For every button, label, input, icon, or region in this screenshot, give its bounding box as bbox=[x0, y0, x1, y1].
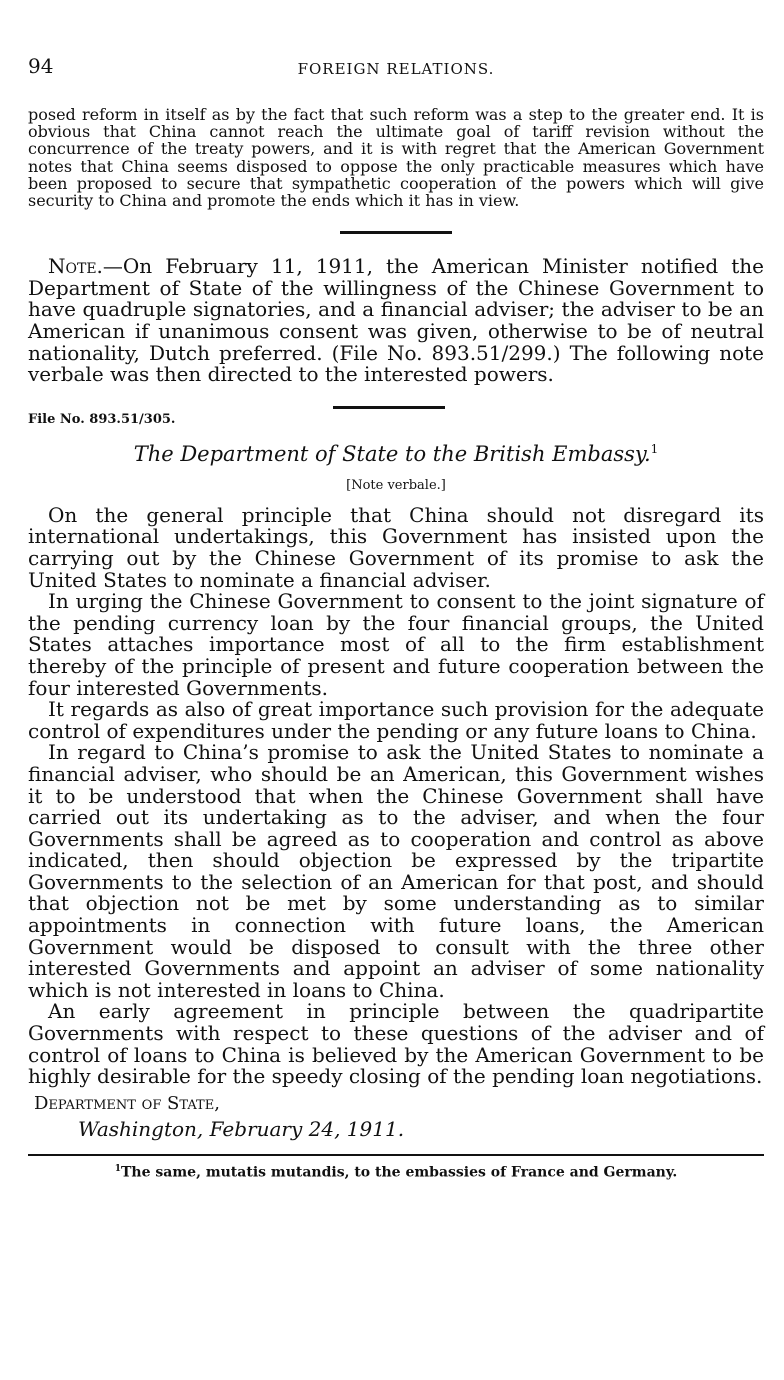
continued-paragraph: posed reform in itself as by the fact that such reform was a step to the greater end. It is obvious that China cannot reach the ultimate goal of tariff revision without the concurrence of the treaty powers, and it is with regret that the American Government notes that China seems disposed to oppose the only practicable measures which have been proposed to secure that sympathetic cooperation of the powers which will give security to China and promote the ends which it has in view. bbox=[28, 105, 764, 211]
title-divider bbox=[333, 406, 445, 409]
note-verbale-label: [Note verbale.] bbox=[346, 477, 446, 493]
body-paragraph-3: It regards as also of great importance such provision for the adequate control of expenditures under the pending or any future loans to China. bbox=[28, 697, 764, 743]
note-text: —On February 11, 1911, the American Minister notified the Department of State of the willingness of the Chinese Government to have quadruple signatories, and a financial adviser; the adviser to be an American if unanimous consent was given, otherwise to be of neutral nationality, Dutch preferred. (File No. 893.51/299.) The following note verbale was then directed to the interested powers. bbox=[28, 254, 764, 387]
closing-department: Department of State, bbox=[34, 1092, 220, 1114]
closing-place-date: Washington, February 24, 1911. bbox=[78, 1116, 405, 1141]
body-paragraph-4: In regard to China’s promise to ask the United States to nominate a financial adviser, who should be an American, this Government wishes it to be understood that when the Chinese Government shall have carried out its undertaking as to the adviser, and when the four Governments shall be agreed as to cooperation and control as above indicated, then should objection be expressed by the tripartite Governments to the selection of an American for that post, and should that objection not be met by some understanding as to similar appointments in connection with future loans, the American Government would be disposed to consult with the three other interested Governments and appoint an adviser of some nationality which is not interested in loans to China. bbox=[28, 740, 764, 1002]
running-title: FOREIGN RELATIONS. bbox=[297, 60, 495, 78]
title-footnote-mark: 1 bbox=[650, 441, 659, 456]
file-number: File No. 893.51/305. bbox=[28, 411, 176, 427]
body-paragraph-5: An early agreement in principle between the quadripartite Governments with respect to these questions of the adviser and of control of loans to China is believed by the American Government to be highly desirable for the speedy closing of the pending loan negotiations. bbox=[28, 999, 764, 1089]
document-title bbox=[28, 442, 764, 466]
file-line bbox=[28, 406, 764, 430]
body-paragraph-1: On the general principle that China should not disregard its international undertakings, this Government has insisted upon the carrying out by the Chinese Government of its promise to ask the United States to nominate a financial adviser. bbox=[28, 502, 764, 592]
note-label: Note. bbox=[48, 254, 103, 279]
footnote-rule bbox=[28, 1154, 764, 1156]
document-page bbox=[28, 46, 764, 1180]
body-paragraph-2: In urging the Chinese Government to consent to the joint signature of the pending currency loan by the four financial groups, the United States attaches importance most of all to the firm establishment thereby of the principle of present and future cooperation between the four interested Governments. bbox=[28, 589, 764, 700]
footnote bbox=[28, 1164, 764, 1181]
page-number: 94 bbox=[28, 54, 54, 78]
closing-block bbox=[28, 1092, 764, 1142]
footnote-text: The same, mutatis mutandis, to the embassies of France and Germany. bbox=[121, 1164, 678, 1181]
page-header bbox=[28, 46, 764, 76]
document-title-text: The Department of State to the British Embassy. bbox=[133, 441, 651, 466]
footnote-mark: 1 bbox=[114, 1163, 122, 1174]
editorial-note bbox=[28, 256, 764, 386]
section-divider bbox=[340, 231, 452, 234]
